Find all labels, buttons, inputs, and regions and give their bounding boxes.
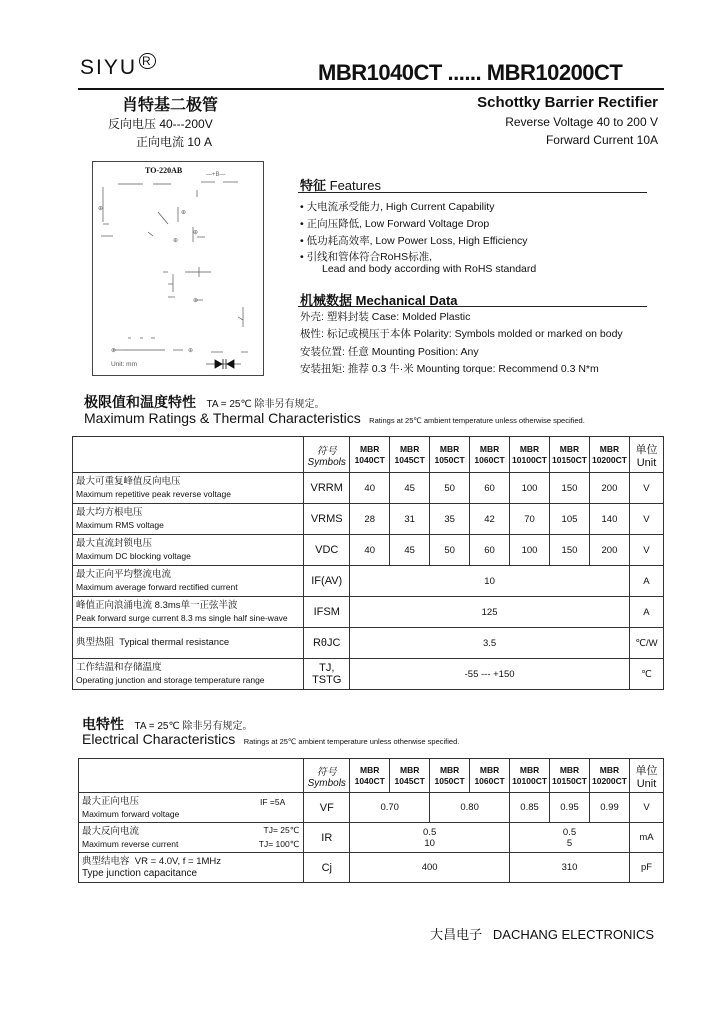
table-row [73, 597, 664, 628]
unit-label: Unit: mm [111, 361, 137, 368]
cn-voltage: 反向电压 40---200V [108, 117, 213, 131]
table-row [73, 504, 664, 535]
value-cell: 40 [350, 473, 390, 504]
value-cell: 100 [510, 535, 550, 566]
value-cell: 125 [350, 597, 630, 628]
param-symbol: IF(AV) [304, 566, 350, 597]
col-header: MBR 1040CT [350, 759, 390, 793]
unit-cell: V [629, 535, 663, 566]
cn-title: 肖特基二极管 [122, 97, 219, 114]
param-desc: 典型结电容 VR = 4.0V, f = 1MHz Type junction capacitance [79, 853, 304, 883]
value-cell: 35 [430, 504, 470, 535]
table-row [79, 793, 664, 823]
en-current: Forward Current 10A [545, 133, 658, 147]
package-drawing [93, 162, 263, 375]
col-header: MBR 10100CT [510, 437, 550, 473]
param-symbol: IR [304, 823, 350, 853]
table-row [73, 628, 664, 659]
table-row [73, 659, 664, 690]
value-cell: 0.95 [550, 793, 590, 823]
feature-item: • 正向压降低, Low Forward Voltage Drop [300, 218, 490, 230]
mechanical-item: 安装扭矩: 推荐 0.3 牛·米 Mounting torque: Recommend 0.3 N*m [300, 363, 599, 375]
value-cell: 10 [350, 566, 630, 597]
table-row [73, 566, 664, 597]
table-row [73, 535, 664, 566]
svg-text:⊕: ⊕ [188, 348, 194, 354]
param-desc: 工作结温和存储温度 Operating junction and storage temperature range [73, 659, 304, 690]
param-desc: 最大正向平均整流电流 Maximum average forward rectified current [73, 566, 304, 597]
unit-cell: pF [629, 853, 663, 883]
value-cell: 310 [510, 853, 630, 883]
package-diagram [92, 161, 264, 376]
col-header: MBR 10100CT [510, 759, 550, 793]
table-row [73, 473, 664, 504]
value-cell: 0.70 [350, 793, 430, 823]
value-cell: 0.99 [590, 793, 630, 823]
value-cell: 42 [470, 504, 510, 535]
unit-header: 单位 Unit [629, 437, 663, 473]
param-symbol: IFSM [304, 597, 350, 628]
electrical-table [78, 758, 664, 883]
svg-text:⊕: ⊕ [98, 206, 104, 212]
param-symbol: VRMS [304, 504, 350, 535]
param-desc: 最大反向电流 Maximum reverse current TJ= 25℃ TJ= 100℃ [79, 823, 304, 853]
mechanical-item: 外壳: 塑料封装 Case: Molded Plastic [300, 311, 471, 323]
value-cell: 45 [390, 473, 430, 504]
param-symbol: RθJC [304, 628, 350, 659]
svg-text:—+B—: —+B— [206, 172, 226, 178]
col-header: MBR 10200CT [589, 437, 629, 473]
param-desc: 最大直流封锁电压 Maximum DC blocking voltage [73, 535, 304, 566]
value-cell: 400 [350, 853, 510, 883]
value-cell: 3.5 [350, 628, 630, 659]
svg-text:⊕: ⊕ [193, 230, 199, 236]
max-ratings-table [72, 436, 664, 690]
svg-text:⊕: ⊕ [111, 348, 117, 354]
mechanical-item: 安装位置: 任意 Mounting Position: Any [300, 346, 479, 358]
feature-item: Lead and body according with RoHS standard [322, 263, 537, 275]
value-cell: 0.5 5 [510, 823, 630, 853]
col-header: MBR 1045CT [390, 759, 430, 793]
param-desc: 最大均方根电压 Maximum RMS voltage [73, 504, 304, 535]
param-desc: 最大正向电压 Maximum forward voltage IF =5A [79, 793, 304, 823]
col-header: MBR 1050CT [430, 759, 470, 793]
col-header: MBR 1050CT [430, 437, 470, 473]
param-symbol: Cj [304, 853, 350, 883]
table-row [79, 853, 664, 883]
en-voltage: Reverse Voltage 40 to 200 V [505, 115, 658, 129]
unit-cell: V [629, 793, 663, 823]
blank-cell [73, 437, 304, 473]
max-ratings-title-en: Maximum Ratings & Thermal Characteristics Ratings at 25℃ ambient temperature unless otherwise specified. [84, 410, 585, 426]
header-rule [78, 88, 664, 90]
symbols-header: 符号 Symbols [304, 759, 350, 793]
col-header: MBR 1040CT [350, 437, 390, 473]
param-symbol: VDC [304, 535, 350, 566]
part-range-title: MBR1040CT ...... MBR10200CT [318, 60, 623, 85]
mechanical-title: 机械数据 Mechanical Data [300, 293, 458, 308]
value-cell: 70 [510, 504, 550, 535]
param-symbol: TJ, TSTG [304, 659, 350, 690]
col-header: MBR 10150CT [550, 437, 590, 473]
svg-text:⊕: ⊕ [181, 210, 187, 216]
unit-cell: V [629, 473, 663, 504]
unit-cell: A [629, 566, 663, 597]
param-desc: 峰值正向浪涌电流 8.3ms单一正弦半波 Peak forward surge current 8.3 ms single half sine-wave [73, 597, 304, 628]
value-cell: 40 [350, 535, 390, 566]
param-symbol: VF [304, 793, 350, 823]
value-cell: 150 [550, 535, 590, 566]
package-label: TO-220AB [145, 166, 183, 175]
value-cell: 0.5 10 [350, 823, 510, 853]
value-cell: 0.80 [430, 793, 510, 823]
value-cell: 60 [470, 473, 510, 504]
param-symbol: VRRM [304, 473, 350, 504]
col-header: MBR 10200CT [590, 759, 630, 793]
max-ratings-title-cn: 极限值和温度特性 TA = 25℃ 除非另有规定。 [84, 394, 325, 410]
footer-company: 大昌电子 DACHANG ELECTRONICS [430, 927, 654, 942]
value-cell: 105 [550, 504, 590, 535]
unit-cell: mA [629, 823, 663, 853]
param-desc: 最大可重复峰值反向电压 Maximum repetitive peak reverse voltage [73, 473, 304, 504]
value-cell: 31 [390, 504, 430, 535]
value-cell: 100 [510, 473, 550, 504]
blank-cell [79, 759, 304, 793]
cn-current: 正向电流 10 A [136, 135, 213, 149]
table-row [79, 823, 664, 853]
header-row [73, 437, 664, 473]
mechanical-rule [298, 306, 647, 307]
electrical-title-en: Electrical Characteristics Ratings at 25℃ ambient temperature unless otherwise specified. [82, 731, 460, 747]
en-title: Schottky Barrier Rectifier [477, 94, 658, 111]
electrical-title-cn: 电特性 TA = 25℃ 除非另有规定。 [82, 716, 253, 732]
col-header: MBR 1045CT [390, 437, 430, 473]
value-cell: 140 [589, 504, 629, 535]
col-header: MBR 1060CT [470, 759, 510, 793]
value-cell: 200 [589, 473, 629, 504]
svg-text:⊕: ⊕ [193, 298, 199, 304]
param-desc: 典型热阻 Typical thermal resistance [73, 628, 304, 659]
features-rule [298, 192, 647, 193]
symbols-header: 符号 Symbols [304, 437, 350, 473]
value-cell: 28 [350, 504, 390, 535]
svg-text:⊕: ⊕ [173, 238, 179, 244]
feature-item: • 大电流承受能力, High Current Capability [300, 201, 495, 213]
value-cell: 50 [430, 473, 470, 504]
mechanical-item: 极性: 标记或模压于本体 Polarity: Symbols molded or marked on body [300, 328, 623, 340]
brand-logo: SIYU $^R$ [80, 56, 156, 80]
value-cell: 50 [430, 535, 470, 566]
value-cell: 60 [470, 535, 510, 566]
unit-header: 单位 Unit [629, 759, 663, 793]
value-cell: -55 --- +150 [350, 659, 630, 690]
feature-item: • 低功耗高效率, Low Power Loss, High Efficiency [300, 235, 528, 247]
value-cell: 200 [589, 535, 629, 566]
feature-item: • 引线和管体符合RoHS标准, [300, 251, 433, 263]
unit-cell: V [629, 504, 663, 535]
value-cell: 150 [550, 473, 590, 504]
col-header: MBR 1060CT [470, 437, 510, 473]
features-title: 特征 Features [300, 178, 381, 193]
header-row [79, 759, 664, 793]
unit-cell: ℃ [629, 659, 663, 690]
col-header: MBR 10150CT [550, 759, 590, 793]
unit-cell: A [629, 597, 663, 628]
value-cell: 0.85 [510, 793, 550, 823]
value-cell: 45 [390, 535, 430, 566]
unit-cell: ℃/W [629, 628, 663, 659]
